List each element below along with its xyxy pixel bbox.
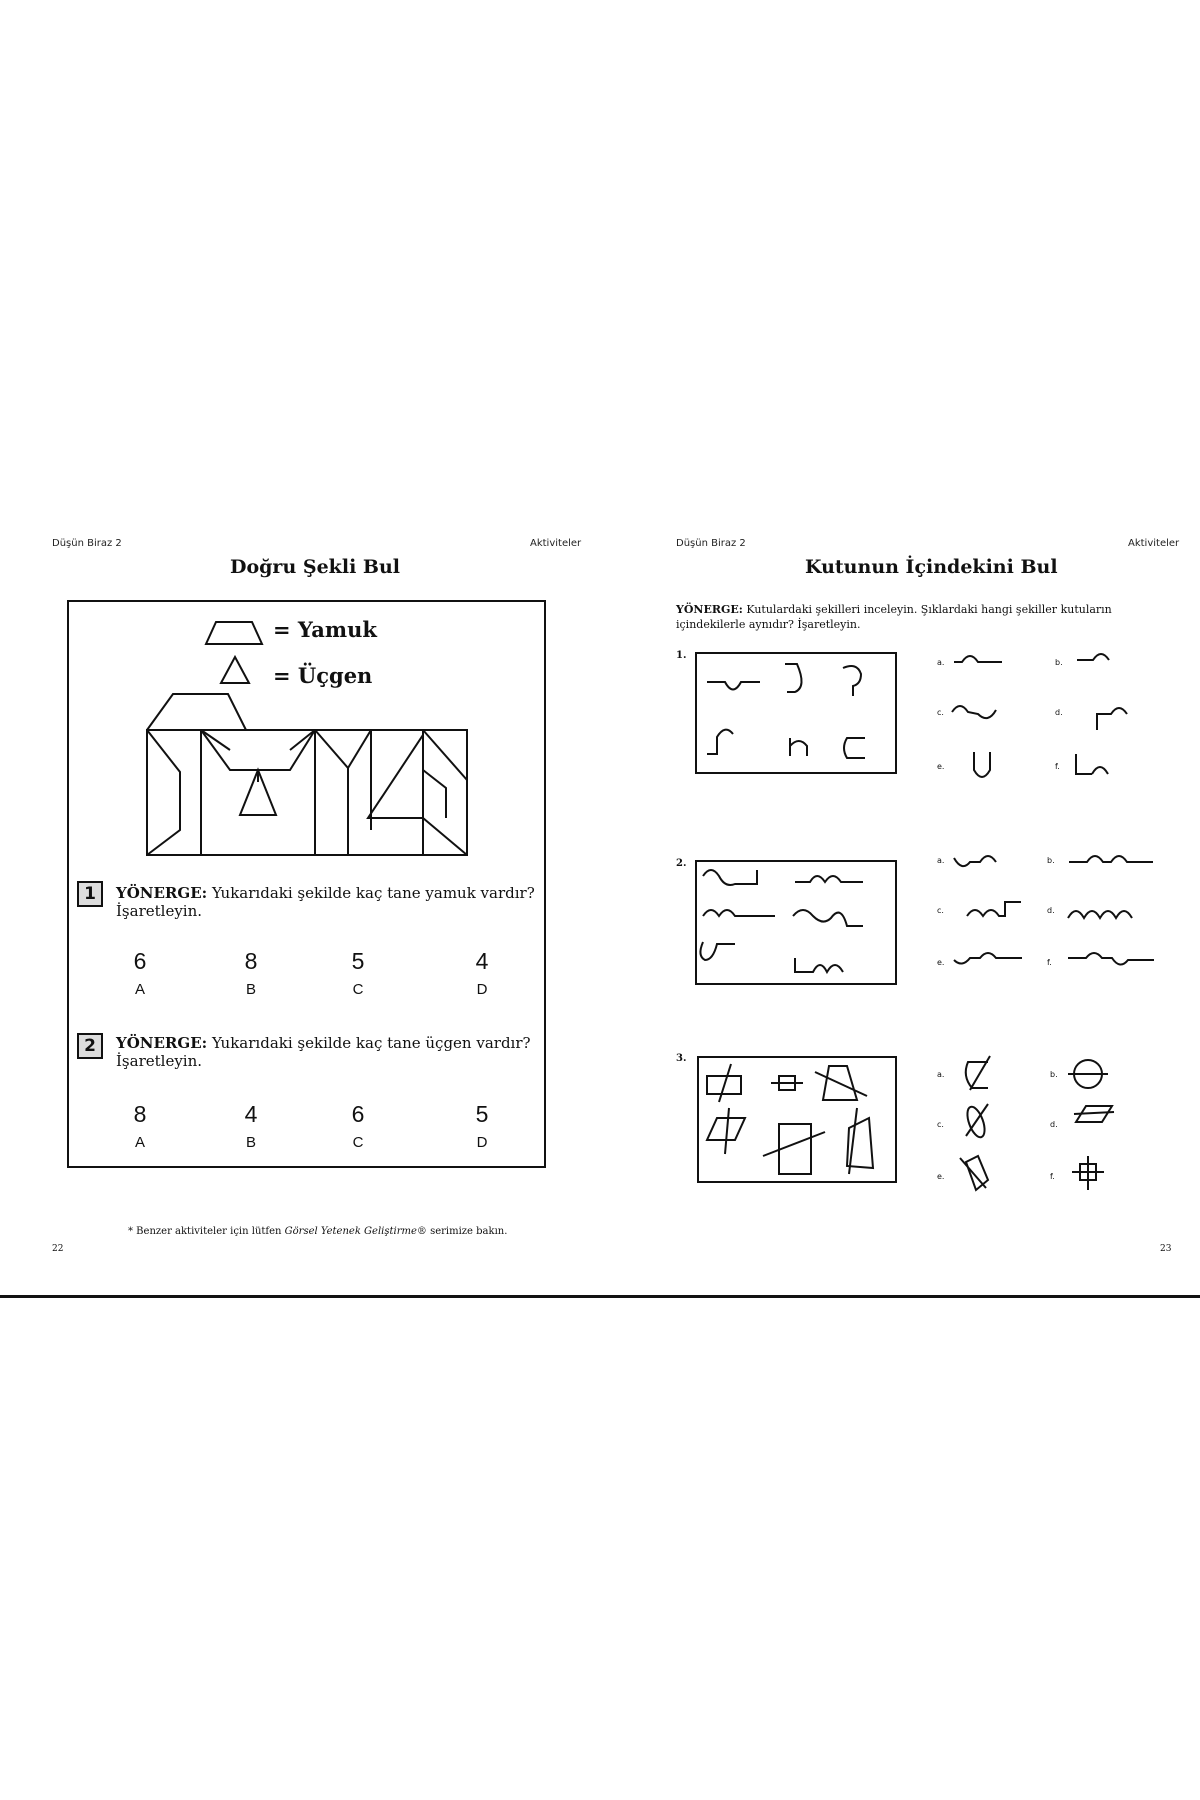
- right-page-title: Kutunun İçindekini Bul: [805, 556, 1058, 578]
- q1-option-a-value[interactable]: 6: [133, 948, 147, 974]
- problem-1-number: 1.: [676, 650, 687, 661]
- problem-1-option-e-shape[interactable]: [970, 750, 994, 782]
- problem-1-option-c[interactable]: c.: [937, 708, 944, 717]
- q2-option-b-letter[interactable]: B: [245, 1134, 256, 1151]
- footnote: [128, 1226, 507, 1237]
- problem-3-option-e[interactable]: e.: [937, 1172, 945, 1181]
- problem-2-number: 2.: [676, 858, 687, 869]
- problem-2-option-e[interactable]: e.: [937, 958, 945, 967]
- right-instruction-label: YÖNERGE:: [676, 603, 743, 616]
- problem-1-option-b-shape[interactable]: [1075, 648, 1125, 668]
- q1-option-b-letter[interactable]: B: [245, 981, 256, 998]
- problem-1-option-d-shape[interactable]: [1093, 702, 1143, 732]
- problem-2-option-d[interactable]: d.: [1047, 906, 1055, 915]
- problem-2-option-e-shape[interactable]: [952, 946, 1032, 970]
- problem-3-option-e-shape[interactable]: [956, 1152, 996, 1196]
- problem-1-option-f-shape[interactable]: [1072, 750, 1122, 780]
- q2-option-d-letter[interactable]: D: [476, 1134, 488, 1151]
- problem-2-box-shapes: [695, 860, 897, 985]
- question-2-instruction: İşaretleyin.: [116, 1052, 203, 1070]
- problem-1-option-a-shape[interactable]: [952, 652, 1012, 672]
- question-2-text: [116, 1034, 536, 1070]
- bottom-divider-line: [0, 1295, 1200, 1298]
- right-header-title: Düşün Biraz 2: [676, 538, 746, 549]
- question-1-prompt: Yukarıdaki şekilde kaç tane yamuk vardır?: [211, 884, 535, 902]
- q1-option-b-value[interactable]: 8: [244, 948, 258, 974]
- footnote-text-end: ® serimize bakın.: [416, 1226, 508, 1237]
- problem-1-option-f[interactable]: f.: [1055, 762, 1060, 771]
- left-page-number: 22: [52, 1244, 64, 1254]
- problem-3-option-d-shape[interactable]: [1072, 1100, 1116, 1130]
- question-1-text: [116, 884, 536, 920]
- question-2-number: 2: [77, 1033, 103, 1059]
- problem-2-option-a-shape[interactable]: [952, 850, 1012, 874]
- q1-option-d-letter[interactable]: D: [476, 981, 488, 998]
- problem-1-box-shapes: [695, 652, 897, 774]
- problem-2-option-c[interactable]: c.: [937, 906, 944, 915]
- problem-1-option-e[interactable]: e.: [937, 762, 945, 771]
- shape-puzzle-figure: [140, 690, 480, 860]
- right-page-number: 23: [1160, 1244, 1172, 1254]
- problem-3-option-c[interactable]: c.: [937, 1120, 944, 1129]
- question-1-label: YÖNERGE:: [116, 884, 208, 902]
- problem-3-option-b[interactable]: b.: [1050, 1070, 1058, 1079]
- q2-option-c-letter[interactable]: C: [352, 1134, 364, 1151]
- left-page-title: Doğru Şekli Bul: [230, 556, 400, 578]
- problem-2-option-c-shape[interactable]: [965, 898, 1025, 922]
- problem-3-option-a-shape[interactable]: [958, 1054, 998, 1094]
- right-header-section: Aktiviteler: [1128, 538, 1180, 549]
- question-1-instruction: İşaretleyin.: [116, 902, 203, 920]
- problem-3-option-a[interactable]: a.: [937, 1070, 945, 1079]
- problem-2-option-d-shape[interactable]: [1066, 900, 1146, 924]
- question-2-label: YÖNERGE:: [116, 1034, 208, 1052]
- right-instruction-text: Kutulardaki şekilleri inceleyin. Şıklardaki hangi şekiller kutuların: [746, 603, 1112, 616]
- problem-3-option-f-shape[interactable]: [1070, 1154, 1106, 1192]
- problem-3-box-shapes: [697, 1056, 897, 1183]
- right-instruction-text-2: içindekilerle aynıdır? İşaretleyin.: [676, 618, 861, 631]
- problem-1-option-a[interactable]: a.: [937, 658, 945, 667]
- q1-option-d-value[interactable]: 4: [475, 948, 489, 974]
- footnote-series-name: Görsel Yetenek Geliştirme: [284, 1226, 417, 1237]
- problem-2-option-a[interactable]: a.: [937, 856, 945, 865]
- problem-1-option-d[interactable]: d.: [1055, 708, 1063, 717]
- q2-option-a-value[interactable]: 8: [133, 1101, 147, 1127]
- problem-2-option-f[interactable]: f.: [1047, 958, 1052, 967]
- triangle-icon: [220, 655, 260, 687]
- question-1-number: 1: [77, 881, 103, 907]
- problem-3-option-b-shape[interactable]: [1066, 1056, 1110, 1092]
- problem-3-option-d[interactable]: d.: [1050, 1120, 1058, 1129]
- problem-1-option-c-shape[interactable]: [950, 700, 1010, 726]
- problem-2-option-b[interactable]: b.: [1047, 856, 1055, 865]
- problem-3-option-c-shape[interactable]: [962, 1100, 992, 1144]
- q1-option-c-value[interactable]: 5: [351, 948, 365, 974]
- question-2-prompt: Yukarıdaki şekilde kaç tane üçgen vardır?: [211, 1034, 531, 1052]
- problem-2-option-b-shape[interactable]: [1067, 850, 1157, 870]
- problem-3-number: 3.: [676, 1053, 687, 1064]
- left-header-title: Düşün Biraz 2: [52, 538, 122, 549]
- q2-option-c-value[interactable]: 6: [351, 1101, 365, 1127]
- problem-1-option-b[interactable]: b.: [1055, 658, 1063, 667]
- q2-option-b-value[interactable]: 4: [244, 1101, 258, 1127]
- problem-2-option-f-shape[interactable]: [1066, 946, 1156, 970]
- problem-3-option-f[interactable]: f.: [1050, 1172, 1055, 1181]
- q2-option-d-value[interactable]: 5: [475, 1101, 489, 1127]
- q1-option-a-letter[interactable]: A: [134, 981, 145, 998]
- left-header-section: Aktiviteler: [530, 538, 582, 549]
- footnote-text: * Benzer aktiviteler için lütfen: [128, 1226, 282, 1237]
- legend-trapezoid-label: = Yamuk: [273, 617, 377, 642]
- q1-option-c-letter[interactable]: C: [352, 981, 364, 998]
- q2-option-a-letter[interactable]: A: [134, 1134, 145, 1151]
- legend-triangle-label: = Üçgen: [273, 663, 373, 688]
- right-instruction: [676, 602, 1146, 632]
